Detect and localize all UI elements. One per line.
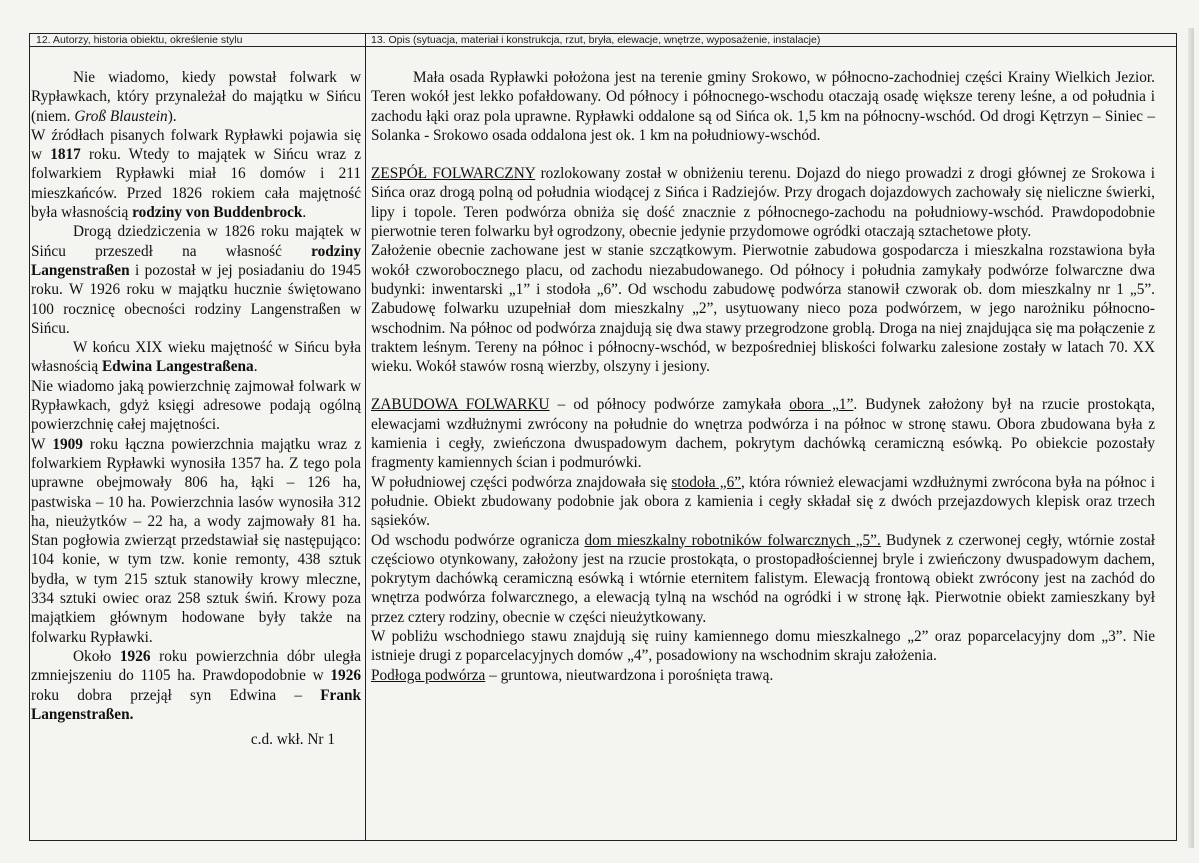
page-edge-shadow [1188, 28, 1194, 848]
description-paragraph-layout: Założenie obecnie zachowane jest w stanie szczątkowym. Pierwotnie zabudowa gospodarcza i mieszkalna rozstawiona była wokół czworobocznego placu, od zachodu niezabudowanego. Od północy i południa zamykały podwórze folwarczne dwa budynki: inwentarski „1” i stodoła „6”. Od wschodu zabudowę podwórza stanowił czworak ob. dom mieszkalny nr 1 „5”. Zabudowę folwarku uzupełniał dom mieszkalny „2”, usytuowany nieco poza podwórzem, w jego narożniku północno-wschodnim. Na północ od podwórza znajdują się dwa stawy przegrodzone groblą. Droga na niej znajdująca się ma połączenie z traktem leśnym. Tereny na północ i północny-wschód, w bezpośredniej bliskości folwarku zalesione zostały w latach 70. XX wieku. Wokół stawów rosną wierzby, olszyny i jesiony. [371, 242, 1155, 376]
header-divider [29, 46, 1177, 47]
history-paragraph-1: Nie wiadomo, kiedy powstał folwark w Rypławkach, który przynależał do majątku w Sińcu (niem. Groß Blaustein). [31, 69, 361, 125]
history-paragraph-6: W 1909 roku łączna powierzchnia majątku wraz z folwarkiem Rypławki wynosiła 1357 ha. Z tego pola uprawne obejmowały 806 ha, łąki – 126 ha, pastwiska – 10 ha. Powierzchnia lasów wynosiła 312 ha, nieużytków – 22 ha, a wody zajmowały 81 ha. Stan pogłowia zwierząt przedstawiał się następująco: 104 konie, w tym tzw. konie remonty, 438 sztuk bydła, w tym 215 sztuk stanowiły krowy mleczne, 334 sztuki owiec oraz 258 sztuk świń. Krowy poza majątkiem głównym hodowane były także na folwarku Rypławki. [31, 435, 361, 646]
section-12-header: 12. Autorzy, historia obiektu, określenie stylu [36, 34, 243, 46]
section-13-header: 13. Opis (sytuacja, materiał i konstrukcja, rzut, bryła, elewacje, wnętrze, wyposażenie, instalacje) [371, 34, 821, 46]
history-paragraph-4: W końcu XIX wieku majętność w Sińcu była własnością Edwina Langestraßena. [31, 339, 361, 376]
description-paragraph-complex: ZESPÓŁ FOLWARCZNY rozlokowany został w obniżeniu terenu. Dojazd do niego prowadzi z drogi głównej ze Srokowa i Sińca oraz drogą polną od południa wiodącej z Sińca i Radziejów. Przy drogach dojazdowych zachowały się nieliczne świerki, lipy i topole. Teren podwórza obniża się dość znacznie z północnego-zachodu na południowy-wschód. Prawdopodobnie pierwotnie teren folwarku był ogrodzony, obecnie jedynie przydomowe ogródki otaczają sztachetowe płoty. [371, 165, 1155, 241]
description-paragraph-ruins: W pobliżu wschodniego stawu znajdują się ruiny kamiennego domu mieszkalnego „2” oraz poparcelacyjny dom „3”. Nie istnieje drugi z poparcelacyjnych domów „4”, posadowiony na wschodnim skraju założenia. [371, 628, 1155, 665]
history-paragraph-3: Drogą dziedziczenia w 1826 roku majątek w Sińcu przeszedł na własność rodziny Langenstraßen i pozostał w jej posiadaniu do 1945 roku. W 1926 roku w majątku hucznie świętowano 100 rocznicę obecności rodziny Langenstraßen w Sińcu. [31, 223, 361, 337]
description-paragraph-location: Mała osada Rypławki położona jest na terenie gminy Srokowo, w północno-zachodniej części Krainy Wielkich Jezior. Teren wokół jest lekko pofałdowany. Od północy i północnego-wschodu otaczają osadę większe tereny leśne, a od południa i zachodu łąki oraz pola uprawne. Rypławki oddalone są od Sińca ok. 1,5 km na północny-wschód. Od drogi Kętrzyn – Siniec – Solanka - Srokowo osada oddalona jest ok. 1 km na południowy-wschód. [371, 69, 1155, 144]
column-divider [365, 33, 366, 841]
description-paragraph-buildings: ZABUDOWA FOLWARKU – od północy podwórze zamykała obora „1”. Budynek założony był na rzucie prostokąta, elewacjami wzdłużnymi zwrócony na południe do wnętrza podwórza i na północ w stronę stawu. Obora zbudowana była z kamienia i cegły, zwieńczona dwuspadowym dachem, pokrytym dachówką ceramiczną esówką. Po obiekcie pozostały fragmenty kamiennych ścian i podmurówki. [371, 396, 1155, 472]
history-column [31, 68, 361, 749]
description-paragraph-house: Od wschodu podwórze ogranicza dom mieszkalny robotników folwarcznych „5”. Budynek z czerwonej cegły, wtórnie został częściowo otynkowany, założony jest na rzucie prostokąta, o prostopadłościennej bryle i zwieńczony dwuspadowym dachem, pokrytym dachówką ceramiczną esówką i wtórnie eternitem falistym. Elewacją frontową obiekt zwrócony jest na zachód do wnętrza podwórza folwarcznego, a elewacją tylną na wschód na ogródki i w stronę łąk. Pierwotnie obiekt zamieszkany był przez cztery rodziny, obecnie w części nieużytkowany. [371, 531, 1156, 626]
history-paragraph-2: W źródłach pisanych folwark Rypławki pojawia się w 1817 roku. Wtedy to majątek w Sińcu wraz z folwarkiem Rypławki miał 16 domów i 211 mieszkańców. Przed 1826 rokiem cała majętność była własnością rodziny von Buddenbrock. [31, 126, 362, 222]
history-paragraph-5: Nie wiadomo jaką powierzchnię zajmował folwark w Rypławkach, gdyż księgi adresowe podają ogólną powierzchnię całej majętności. [31, 377, 361, 434]
description-paragraph-barn: W południowej części podwórza znajdowała się stodoła „6”, która również elewacjami wzdłużnymi zwrócona była na północ i południe. Obiekt zbudowany podobnie jak obora z kamienia i cegły składał się z dwóch przejazdowych klepisk oraz trzech sąsieków. [371, 473, 1156, 530]
description-column [371, 68, 1155, 685]
paragraph-gap [371, 376, 1155, 395]
history-paragraph-7: Około 1926 roku powierzchnia dóbr uległa zmniejszeniu do 1105 ha. Prawdopodobnie w 1926 roku dobra przejął syn Edwina – Frank Langenstraßen. [31, 647, 361, 723]
continuation-note: c.d. wkł. Nr 1 [250, 731, 335, 749]
description-paragraph-yard-floor: Podłoga podwórza – gruntowa, nieutwardzona i porośnięta trawą. [371, 666, 774, 684]
paragraph-gap [371, 145, 1155, 164]
